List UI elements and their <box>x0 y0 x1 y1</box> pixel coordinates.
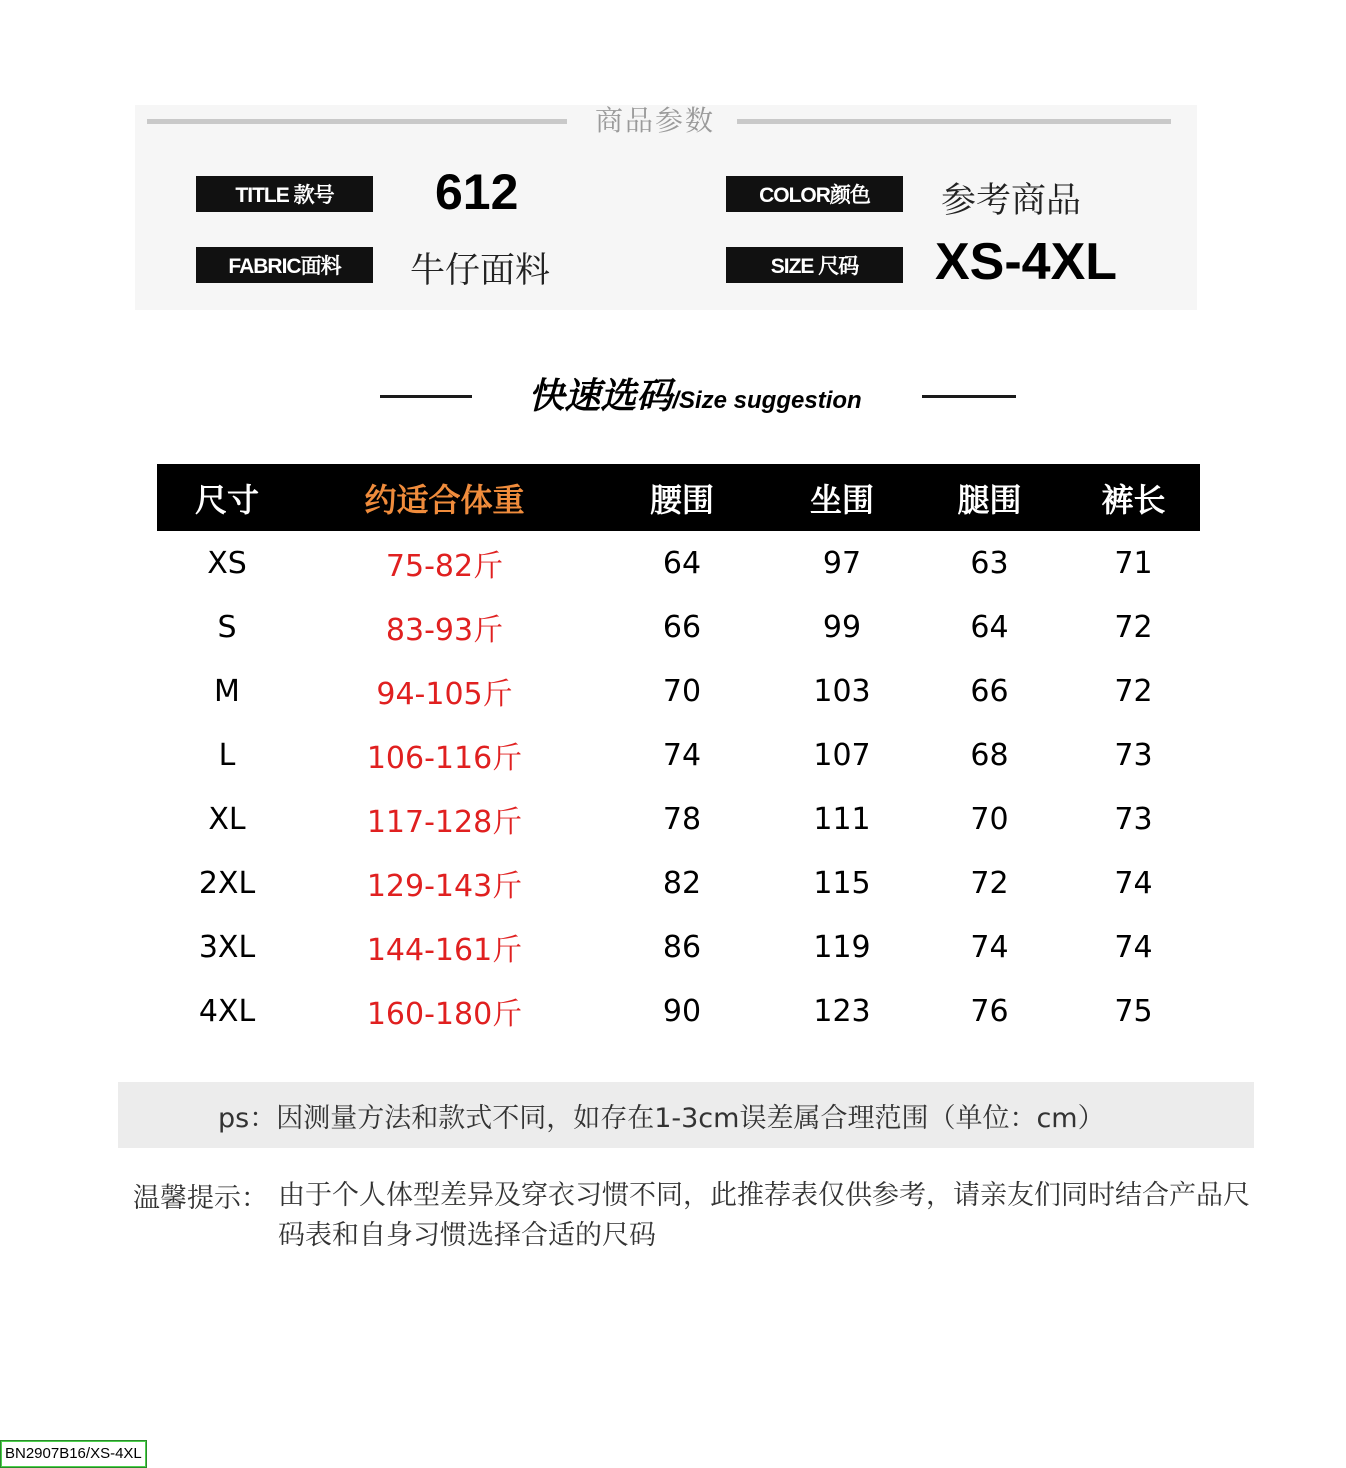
table-row <box>157 723 1200 787</box>
header-hip: 坐围 <box>772 464 912 531</box>
divider <box>737 119 1171 124</box>
waist-cell: 70 <box>662 673 702 709</box>
color-value: 参考商品 <box>941 181 1082 220</box>
thigh-cell: 68 <box>970 737 1009 773</box>
thigh-cell: 63 <box>970 545 1009 581</box>
fabric-value: 牛仔面料 <box>410 251 551 290</box>
measurement-note <box>118 1082 1254 1148</box>
header-thigh: 腿围 <box>912 464 1067 531</box>
length-cell: 72 <box>1114 673 1153 709</box>
header-weight: 约适合体重 <box>297 464 592 531</box>
table-row <box>157 595 1200 659</box>
waist-cell: 64 <box>662 545 702 581</box>
weight-cell: 129-143斤 <box>366 869 523 904</box>
weight-cell: 160-180斤 <box>366 997 523 1032</box>
length-cell: 74 <box>1114 929 1153 965</box>
thigh-cell: 74 <box>970 929 1009 965</box>
size-cell: 4XL <box>198 993 256 1029</box>
tip-label: 温馨提示： <box>133 1183 268 1214</box>
fabric-tag: FABRIC面料 <box>196 247 373 283</box>
size-range-value: XS-4XL <box>935 233 1118 291</box>
section-heading: 商品参数 <box>594 104 715 137</box>
size-table <box>157 464 1200 1043</box>
waist-cell: 66 <box>662 609 702 645</box>
table-row <box>157 979 1200 1043</box>
weight-cell: 144-161斤 <box>366 933 523 968</box>
thigh-cell: 70 <box>970 801 1009 837</box>
header-waist: 腰围 <box>592 464 772 531</box>
divider <box>380 395 472 398</box>
size-cell: 3XL <box>198 929 256 965</box>
sku-label: BN2907B16/XS-4XL <box>0 1440 147 1468</box>
waist-cell: 86 <box>662 929 702 965</box>
measurement-note-text: ps：因测量方法和款式不同，如存在1-3cm误差属合理范围（单位：cm） <box>218 1102 1105 1134</box>
size-cell: L <box>218 737 236 773</box>
thigh-cell: 72 <box>970 865 1009 901</box>
hip-cell: 97 <box>822 545 862 581</box>
size-suggestion-title-en: /Size suggestion <box>672 387 862 414</box>
length-cell: 75 <box>1114 993 1153 1029</box>
hip-cell: 115 <box>813 865 871 901</box>
weight-cell: 94-105斤 <box>376 677 513 712</box>
size-suggestion-title <box>470 368 920 419</box>
size-cell: XS <box>207 545 247 581</box>
hip-cell: 99 <box>822 609 862 645</box>
weight-cell: 75-82斤 <box>385 549 504 584</box>
thigh-cell: 64 <box>970 609 1009 645</box>
hip-cell: 107 <box>813 737 871 773</box>
length-cell: 73 <box>1114 737 1153 773</box>
header-length: 裤长 <box>1067 464 1200 531</box>
header-size: 尺寸 <box>157 464 297 531</box>
color-tag: COLOR颜色 <box>726 176 903 212</box>
size-cell: M <box>214 673 240 709</box>
waist-cell: 78 <box>662 801 702 837</box>
weight-cell: 83-93斤 <box>385 613 504 648</box>
hip-cell: 111 <box>813 801 871 837</box>
weight-cell: 106-116斤 <box>366 741 523 776</box>
table-row <box>157 851 1200 915</box>
length-cell: 73 <box>1114 801 1153 837</box>
title-tag: TITLE 款号 <box>196 176 373 212</box>
waist-cell: 90 <box>662 993 702 1029</box>
length-cell: 71 <box>1114 545 1153 581</box>
hip-cell: 119 <box>813 929 871 965</box>
waist-cell: 74 <box>662 737 702 773</box>
product-parameters <box>135 105 1197 310</box>
table-row <box>157 531 1200 595</box>
hip-cell: 103 <box>813 673 871 709</box>
size-tag: SIZE 尺码 <box>726 247 903 283</box>
size-cell: 2XL <box>198 865 256 901</box>
hip-cell: 123 <box>813 993 871 1029</box>
thigh-cell: 66 <box>970 673 1009 709</box>
length-cell: 72 <box>1114 609 1153 645</box>
weight-cell: 117-128斤 <box>366 805 523 840</box>
length-cell: 74 <box>1114 865 1153 901</box>
divider <box>922 395 1016 398</box>
waist-cell: 82 <box>662 865 702 901</box>
size-cell: XL <box>208 801 246 837</box>
table-row <box>157 915 1200 979</box>
table-header-row <box>157 464 1200 531</box>
title-value: 612 <box>435 164 519 220</box>
size-cell: S <box>217 609 237 645</box>
tip-text: 由于个人体型差异及穿衣习惯不同，此推荐表仅供参考，请亲友们同时结合产品尺码表和自身习惯选择合适的尺码 <box>278 1180 1250 1251</box>
size-suggestion-title-cn: 快速选码 <box>528 376 673 417</box>
divider <box>147 119 567 124</box>
thigh-cell: 76 <box>970 993 1009 1029</box>
table-row <box>157 787 1200 851</box>
table-row <box>157 659 1200 723</box>
